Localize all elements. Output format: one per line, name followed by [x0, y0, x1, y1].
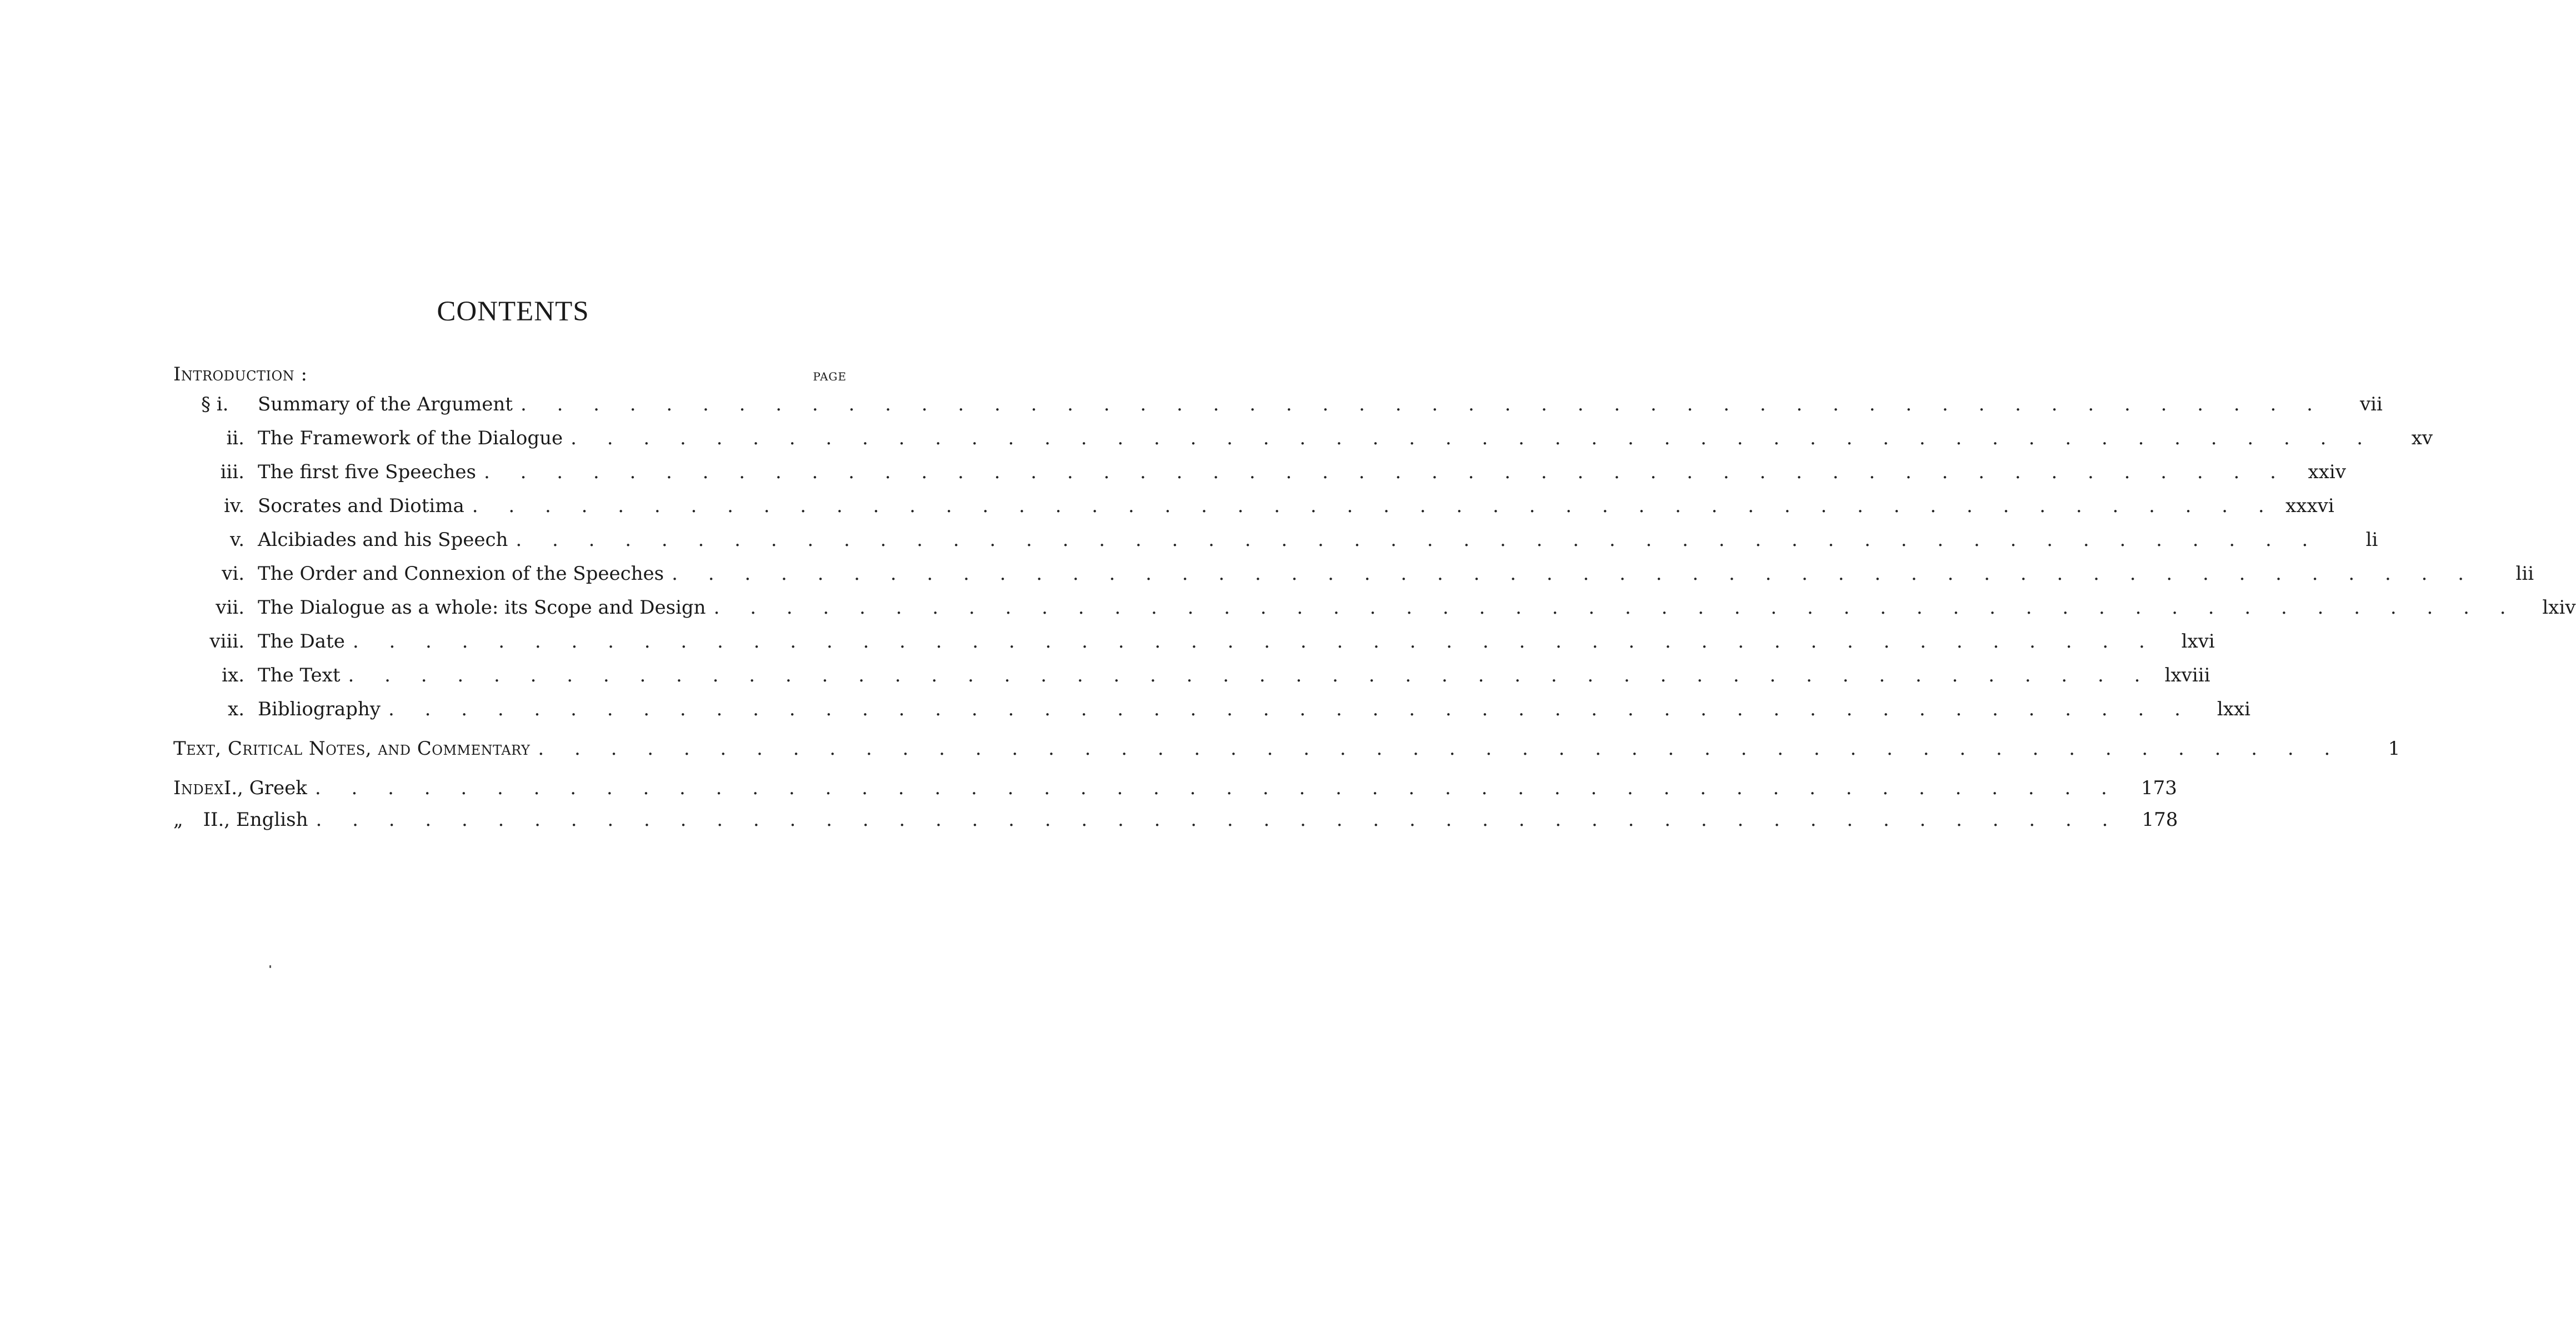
toc-entry[interactable]: [173, 523, 2378, 557]
entry-number: x.: [228, 698, 244, 720]
entry-number: viii.: [209, 630, 244, 653]
table-of-contents: [173, 361, 2576, 834]
entry-page: lii: [2515, 563, 2534, 585]
entry-title: The Text: [258, 664, 341, 686]
entry-page: lxiv: [2542, 596, 2576, 619]
toc-entry[interactable]: [173, 455, 2346, 489]
introduction-heading: Introduction :: [173, 363, 308, 385]
toc-entry[interactable]: [173, 557, 2534, 591]
index-page: 173: [2140, 777, 2177, 799]
index-page: 178: [2142, 809, 2178, 831]
entry-page: vii: [2359, 393, 2383, 415]
entry-page: lxvi: [2181, 630, 2215, 653]
entry-title: Socrates and Diotima: [258, 495, 464, 517]
dot-leader: [714, 591, 2518, 625]
index-title: II., English: [203, 809, 308, 831]
dot-leader: [348, 659, 2153, 693]
entry-page: xv: [2411, 427, 2433, 449]
text-section-page: 1: [2388, 738, 2400, 760]
entry-number: vi.: [222, 563, 244, 585]
toc-entry[interactable]: [173, 693, 2250, 726]
entry-number: iv.: [224, 495, 244, 517]
introduction-heading-row: [173, 361, 847, 388]
toc-entry[interactable]: [173, 659, 2210, 693]
entry-number: ii.: [226, 427, 244, 449]
toc-entry[interactable]: [173, 422, 2433, 455]
toc-entry[interactable]: [173, 625, 2215, 659]
toc-entry-text-section[interactable]: [173, 732, 2400, 766]
ditto-mark: „: [173, 809, 183, 831]
toc-entry[interactable]: [173, 591, 2576, 625]
dot-leader: [388, 693, 2193, 726]
page-column-label: page: [813, 366, 847, 384]
entry-number: v.: [230, 529, 244, 551]
entry-title: The Order and Connexion of the Speeches: [258, 563, 664, 585]
entry-page: xxxvi: [2285, 495, 2334, 517]
dot-leader: [538, 732, 2342, 766]
toc-entry[interactable]: [173, 388, 2383, 422]
dot-leader: [472, 489, 2277, 523]
toc-entry-index-english[interactable]: [173, 805, 2178, 834]
dot-leader: [316, 805, 2120, 834]
toc-entry[interactable]: [173, 489, 2334, 523]
entry-title: The Framework of the Dialogue: [258, 427, 563, 449]
dot-leader: [521, 388, 2325, 422]
entry-title: The Dialogue as a whole: its Scope and Design: [258, 596, 706, 619]
entry-number: vii.: [216, 596, 244, 619]
dot-leader: [315, 771, 2119, 805]
entry-title: Alcibiades and his Speech: [258, 529, 508, 551]
index-title: I., Greek: [223, 777, 307, 799]
entry-title: The Date: [258, 630, 345, 653]
toc-entry-index-greek[interactable]: [173, 771, 2177, 805]
entry-page: li: [2365, 529, 2378, 551]
dot-leader: [571, 422, 2375, 455]
entry-title: The first five Speeches: [258, 461, 476, 483]
dot-leader: [484, 455, 2288, 489]
entry-page: xxiv: [2308, 461, 2346, 483]
dot-leader: [672, 557, 2476, 591]
entry-page: lxviii: [2164, 664, 2210, 686]
entry-page: lxxi: [2217, 698, 2250, 720]
text-section-title: Text, Critical Notes, and Commentary: [173, 738, 531, 760]
entry-number: § i.: [201, 393, 229, 415]
entry-title: Summary of the Argument: [258, 393, 513, 415]
index-prefix: Index: [173, 777, 224, 799]
stray-print-mark: [269, 965, 271, 968]
entry-number: ix.: [222, 664, 244, 686]
entry-title: Bibliography: [258, 698, 381, 720]
dot-leader: [353, 625, 2157, 659]
entry-number: iii.: [220, 461, 244, 483]
page-title: CONTENTS: [437, 296, 589, 327]
dot-leader: [516, 523, 2320, 557]
